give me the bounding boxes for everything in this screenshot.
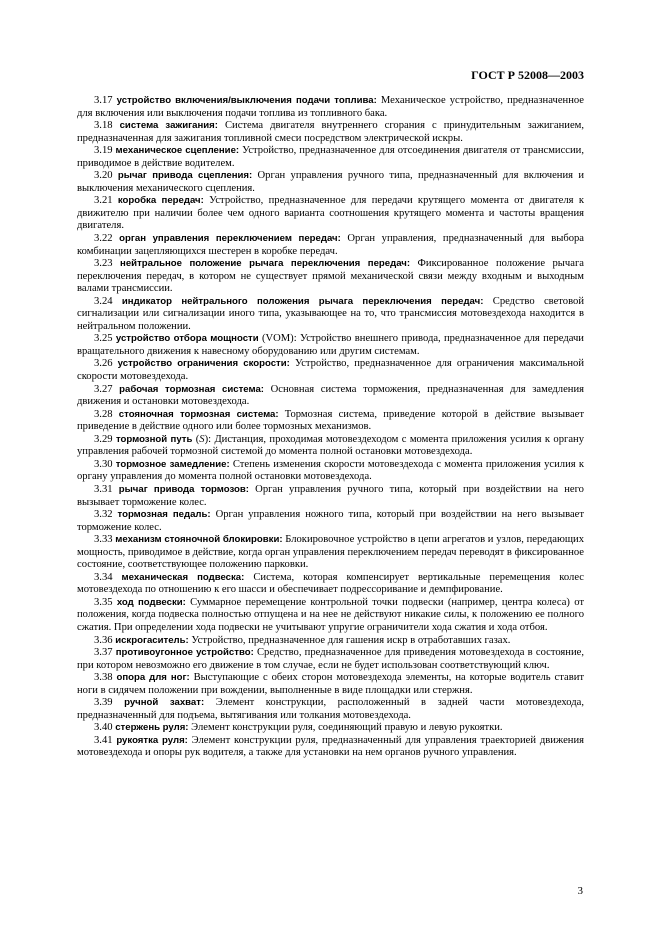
entry-number: 3.24 <box>94 295 113 307</box>
entry-term: нейтральное положение рычага переключения передач: <box>120 258 411 270</box>
definition-entry <box>77 409 584 434</box>
entry-term: устройство отбора мощности <box>115 333 259 345</box>
entry-definition: : Дистанция, проходимая мотовездеходом с момента приложения усилия к органу управления рабочей тормозной системой до момента полной остановки мотовездехода. <box>77 433 585 458</box>
entry-definition: Элемент конструкции руля, предназначенный для управления траекторией движения мотовездехода и опоры рук водителя, а также для установки на нем органов ручного управления. <box>77 734 584 759</box>
definition-entry <box>77 120 584 145</box>
entry-number: 3.27 <box>94 383 113 395</box>
entry-definition: Блокировочное устройство в цепи агрегатов и узлов, передающих мощность, приводимое в действие, когда орган управления переключением передач переводят в фиксированное состояние, соответствующее положению парковки. <box>77 534 584 571</box>
entry-number: 3.22 <box>94 233 113 245</box>
entry-number: 3.32 <box>94 509 113 521</box>
entry-term: опора для ног: <box>116 672 190 684</box>
entry-definition: Устройство, предназначенное для гашения искр в отработавших газах. <box>188 634 511 646</box>
entry-definition: Орган управления ножного типа, который при воздействии на него вызывает торможение колес. <box>77 509 584 533</box>
entry-term: ход подвески: <box>116 596 186 608</box>
entry-definition: Основная система торможения, предназначенная для замедления движения и остановки мотовездехода. <box>77 383 584 408</box>
entry-term: механизм стояночной блокировки: <box>115 534 283 546</box>
entry-term: механическая подвеска: <box>121 571 245 583</box>
entry-number: 3.29 <box>94 433 113 445</box>
entry-number: 3.23 <box>94 258 113 270</box>
entry-term: стояночная тормозная система: <box>118 408 279 420</box>
entry-number: 3.17 <box>94 95 113 106</box>
entry-definition: Устройство, предназначенное для ограничения максимальной скорости мотовездехода. <box>77 358 585 383</box>
entry-number: 3.41 <box>94 734 113 746</box>
entry-term: тормозное замедление: <box>115 458 230 470</box>
entry-term: механическое сцепление: <box>115 145 240 157</box>
entry-term: стержень руля: <box>115 722 189 734</box>
entry-definition: Механическое устройство, предназначенное для включения или выключения подачи топлива из топливного бака. <box>77 95 584 119</box>
entry-number: 3.26 <box>94 358 113 370</box>
entry-definition: Средство световой сигнализации или сигнализации иного типа, указывающее на то, что трансмиссия мотовездехода находится в нейтральном положении. <box>77 295 584 332</box>
definition-entry <box>77 534 584 572</box>
entry-definition: (VOM): Устройство внешнего привода, предназначенное для передачи вращательного движения к навесному оборудованию или другим системам. <box>77 333 584 357</box>
definition-entry <box>77 258 584 296</box>
entry-term: коробка передач: <box>117 195 204 207</box>
entry-definition: Элемент конструкции, расположенный в задней части мотовездехода, предназначенный для подъема, вытягивания или толкания мотовездехода. <box>77 697 585 721</box>
entry-number: 3.36 <box>94 634 113 646</box>
entry-number: 3.18 <box>94 120 113 132</box>
entry-term: индикатор нейтрального положения рычага переключения передач: <box>121 295 484 307</box>
entry-definition: Суммарное перемещение контрольной точки подвески (например, центра колеса) от положения, когда подвеска полностью отпущена и на нее не действуют никакие силы, к положению ее полного сжатия. При определении хода подвески не учитывают упругие ограничители хода сжатия и хода отбоя. <box>77 596 585 633</box>
entry-number: 3.25 <box>94 333 113 345</box>
entry-number: 3.37 <box>94 647 113 659</box>
entry-number: 3.38 <box>94 672 113 684</box>
definition-entry <box>77 509 584 534</box>
definition-entry <box>77 735 584 760</box>
entry-term: устройство включения/выключения подачи топлива: <box>116 95 377 106</box>
entry-number: 3.40 <box>94 722 113 734</box>
entry-definition: Степень изменения скорости мотовездехода с момента приложения усилия к органу управления до момента полной остановки мотовездехода. <box>77 458 584 483</box>
entry-definition: Система, которая компенсирует вертикальные перемещения колес мотовездехода по отношению к его шасси и обеспечивает подрессоривание и демпфирование. <box>77 571 584 596</box>
entry-number: 3.21 <box>94 195 113 207</box>
entry-term: рычаг привода тормозов: <box>118 483 249 495</box>
entry-number: 3.19 <box>94 145 113 157</box>
entry-number: 3.35 <box>94 596 113 608</box>
entry-definition: Устройство, предназначенное для передачи крутящего момента от двигателя к движителю при наличии более чем одного варианта соотношения крутящего момента и частоты вращения двигателя. <box>77 195 584 232</box>
entry-term: орган управления переключением передач: <box>119 233 341 245</box>
entry-term: тормозной путь <box>115 433 193 445</box>
definition-entry <box>77 647 584 672</box>
definition-entry <box>77 333 584 358</box>
entry-definition: Элемент конструкции руля, соединяющий правую и левую рукоятки. <box>188 722 503 734</box>
entry-term: рукоятка руля: <box>116 734 188 746</box>
definition-entry <box>77 484 584 509</box>
entry-number: 3.30 <box>94 458 113 470</box>
definition-entry <box>77 672 584 697</box>
entry-definition: Орган управления ручного типа, предназначенный для включения и выключения механического сцепления. <box>77 170 584 194</box>
definition-entry <box>77 170 584 195</box>
definition-entry: 3.29 тормозной путь (S): Дистанция, проходимая мотовездеходом с момента приложения усилия к органу управления рабочей тормозной системой до момента полной остановки мотовездехода. <box>77 433 585 458</box>
definition-entry <box>77 697 584 722</box>
definition-entry <box>77 459 584 484</box>
page-number: 3 <box>577 885 583 897</box>
entry-term: система зажигания: <box>119 120 218 132</box>
entry-term: рабочая тормозная система: <box>119 383 264 395</box>
entry-definition: Система двигателя внутреннего сгорания с принудительным зажиганием, предназначенная для зажигания топливной смеси посредством электрической искры. <box>77 120 584 144</box>
entry-number: 3.34 <box>94 571 113 583</box>
definition-entry <box>77 384 584 409</box>
definition-entry <box>77 722 584 735</box>
entry-definition: Тормозная система, приведение которой в действие вызывает приведение в действие одного или более тормозных механизмов. <box>77 408 584 433</box>
entry-term: ручной захват: <box>124 697 205 709</box>
entry-number: 3.31 <box>94 483 113 495</box>
definition-entry <box>77 195 584 233</box>
document-code: ГОСТ Р 52008—2003 <box>471 68 584 82</box>
entry-number: 3.33 <box>94 534 113 546</box>
definition-entry <box>77 597 584 635</box>
definitions-list <box>77 95 584 760</box>
entry-definition: Устройство, предназначенное для отсоединения двигателя от трансмиссии, приводимое в действие водителем. <box>77 145 584 169</box>
definition-entry <box>77 233 584 258</box>
entry-term: рычаг привода сцепления: <box>117 170 253 182</box>
definition-entry <box>77 572 584 597</box>
entry-term: искрогаситель: <box>115 634 189 646</box>
entry-definition: Фиксированное положение рычага переключения передач, в котором не существует прямой механической связи между входным и выходным валами трансмиссии. <box>77 258 584 295</box>
definition-entry <box>77 296 584 334</box>
entry-definition: Средство, предназначенное для приведения мотовездехода в состояние, при котором невозможно его движение в том случае, если не будет использован соответствующий ключ. <box>77 647 584 671</box>
entry-definition: Орган управления ручного типа, который при воздействии на него вызывает торможение колес. <box>77 483 584 508</box>
definition-entry <box>77 145 584 170</box>
entry-term: устройство ограничения скорости: <box>117 358 290 370</box>
entry-term: тормозная педаль: <box>117 509 211 521</box>
definition-entry <box>77 95 584 120</box>
entry-symbol: S <box>199 433 205 445</box>
entry-definition: Выступающие с обеих сторон мотовездехода элементы, на которые водитель ставит ноги в сидячем положении при вождении, выполненные в виде площадки или стержня. <box>77 672 585 696</box>
entry-number: 3.20 <box>94 170 113 182</box>
definition-entry <box>77 635 584 648</box>
definition-entry <box>77 358 584 383</box>
entry-definition: Орган управления, предназначенный для выбора комбинации зацепляющихся шестерен в коробке передач. <box>77 233 585 257</box>
entry-number: 3.39 <box>94 697 113 709</box>
entry-number: 3.28 <box>94 408 113 420</box>
entry-term: противоугонное устройство: <box>115 647 254 659</box>
